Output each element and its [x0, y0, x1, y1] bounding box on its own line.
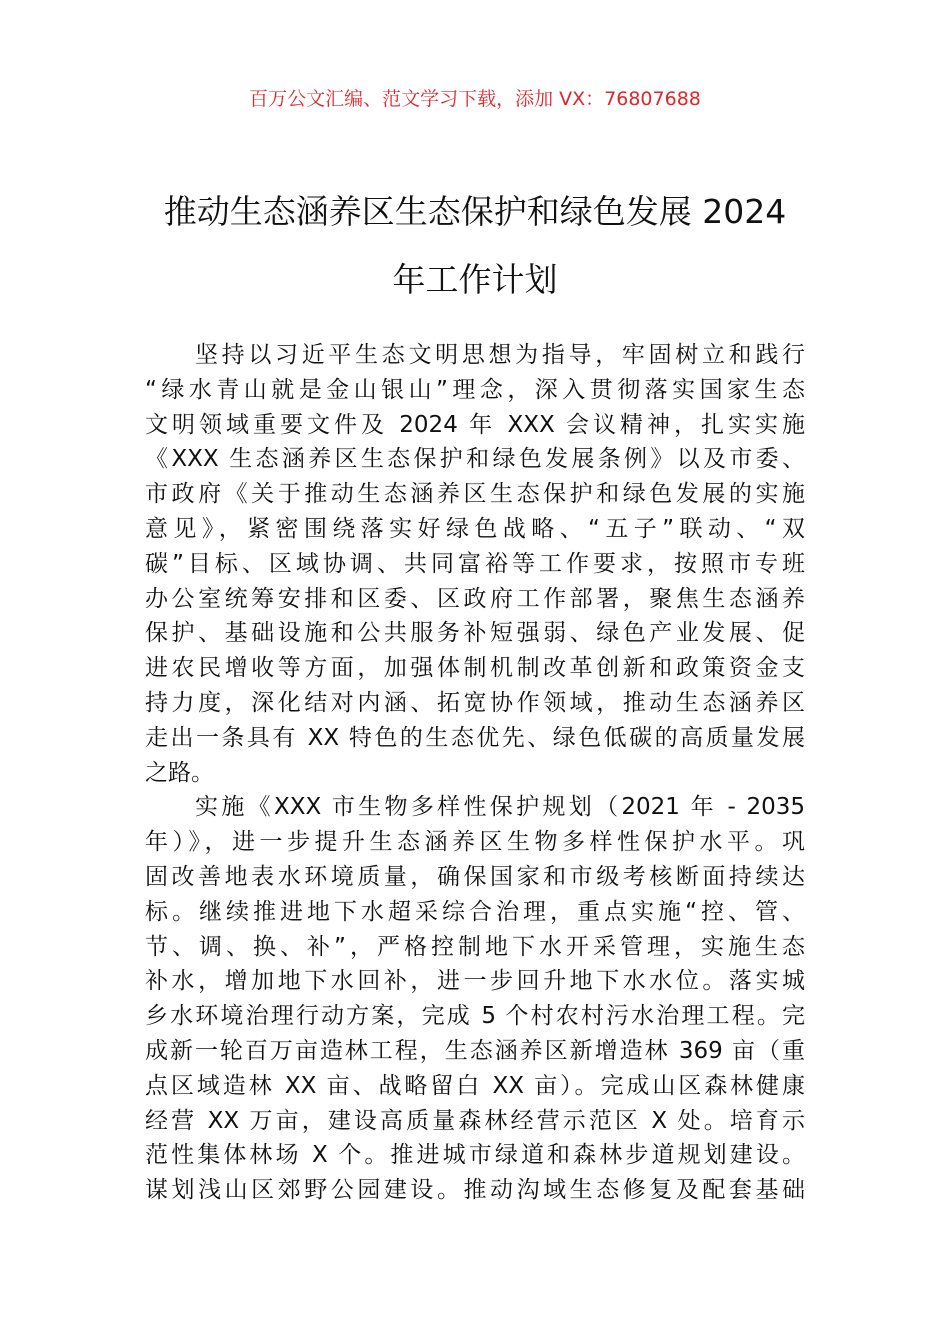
text-line: 年）》，进一步提升生态涵养区生物多样性保护水平。巩: [145, 829, 805, 856]
text-line: 文明领域重要文件及 2024 年 XXX 会议精神，扎实实施: [145, 411, 805, 438]
text-line: 之路。: [145, 759, 214, 786]
text-line: 保护、基础设施和公共服务补短强弱、绿色产业发展、促: [145, 620, 805, 647]
text-line: 谋划浅山区郊野公园建设。推动沟域生态修复及配套基础: [145, 1177, 805, 1204]
text-line: 《XXX 生态涵养区生态保护和绿色发展条例》以及市委、: [145, 446, 805, 473]
text-line: 进农民增收等方面，加强体制机制改革创新和政策资金支: [145, 655, 805, 682]
text-line: 补水，增加地下水回补，进一步回升地下水水位。落实城: [145, 968, 805, 995]
text-line: 实施《XXX 市生物多样性保护规划（2021 年 - 2035: [195, 794, 805, 821]
text-line: 节、调、换、补”，严格控制地下水开采管理，实施生态: [145, 933, 805, 960]
text-line: 标。继续推进地下水超采综合治理，重点实施“控、管、: [145, 898, 805, 925]
text-line: 持力度，深化结对内涵、拓宽协作领域，推动生态涵养区: [145, 689, 805, 716]
document-title: [100, 178, 850, 314]
paragraph: [145, 338, 805, 790]
title-line-2: 年工作计划: [392, 260, 558, 299]
text-line: 经营 XX 万亩，建设高质量森林经营示范区 X 处。培育示: [145, 1107, 805, 1134]
text-line: 办公室统筹安排和区委、区政府工作部署，聚焦生态涵养: [145, 585, 805, 612]
text-line: 固改善地表水环境质量，确保国家和市级考核断面持续达: [145, 863, 805, 890]
text-line: 市政府《关于推动生态涵养区生态保护和绿色发展的实施: [145, 481, 805, 508]
text-line: 范性集体林场 X 个。推进城市绿道和森林步道规划建设。: [145, 1142, 805, 1169]
text-line: 乡水环境治理行动方案，完成 5 个村农村污水治理工程。完: [145, 1003, 805, 1030]
text-line: 走出一条具有 XX 特色的生态优先、绿色低碳的高质量发展: [145, 724, 805, 751]
title-line-1: 推动生态涵养区生态保护和绿色发展 2024: [163, 192, 787, 231]
text-line: 碳”目标、区域协调、共同富裕等工作要求，按照市专班: [145, 550, 805, 577]
text-line: 成新一轮百万亩造林工程，生态涵养区新增造林 369 亩（重: [145, 1037, 805, 1064]
watermark-header: 百万公文汇编、范文学习下载，添加 VX：76807688: [249, 88, 701, 110]
document-body: [145, 338, 805, 1208]
text-line: 坚持以习近平生态文明思想为指导，牢固树立和践行: [195, 342, 805, 368]
text-line: “绿水青山就是金山银山”理念，深入贯彻落实国家生态: [145, 376, 805, 403]
paragraph: [145, 790, 805, 1208]
text-line: 意见》，紧密围绕落实好绿色战略、“五子”联动、“双: [145, 515, 805, 542]
text-line: 点区域造林 XX 亩、战略留白 XX 亩）。完成山区森林健康: [145, 1072, 805, 1099]
